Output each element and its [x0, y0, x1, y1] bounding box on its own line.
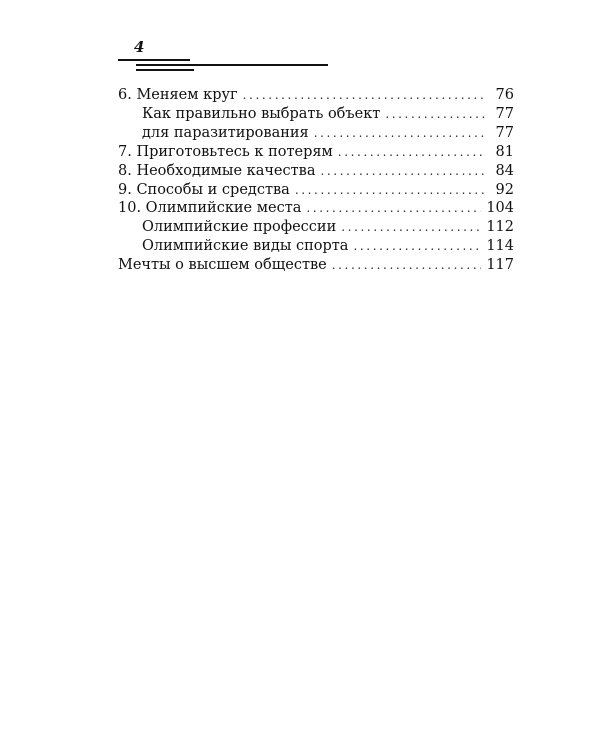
dot-leader	[332, 256, 482, 275]
toc-entry-page: 92	[495, 181, 514, 198]
rule-line	[136, 64, 328, 66]
rule-line	[136, 69, 194, 71]
toc-entry-page: 76	[495, 87, 514, 103]
dot-leader	[306, 199, 481, 218]
toc-entry-title: Олимпийские виды спорта	[142, 238, 349, 255]
dot-leader	[385, 105, 485, 124]
toc-entry-page: 77	[495, 124, 514, 141]
toc-entry[interactable]	[118, 105, 514, 124]
dot-leader	[341, 218, 481, 237]
rule-line	[118, 59, 190, 61]
toc-entry[interactable]	[118, 199, 514, 218]
toc-entry-title: 6. Меняем круг	[118, 87, 238, 103]
table-of-contents	[118, 86, 514, 275]
toc-entry-title: 7. Приготовьтесь к потерям	[118, 143, 333, 160]
toc-entry-page: 112	[486, 219, 514, 236]
dot-leader	[314, 124, 485, 143]
toc-entry-title: 8. Необходимые качества	[118, 162, 316, 179]
toc-entry[interactable]	[118, 218, 514, 237]
dot-leader	[338, 143, 485, 162]
toc-entry-page: 81	[495, 143, 514, 160]
toc-entry-page: 114	[486, 238, 514, 255]
toc-entry[interactable]	[118, 256, 514, 275]
header-rule-ornament	[118, 58, 328, 74]
toc-entry-title: Как правильно выбрать объект	[142, 105, 381, 122]
dot-leader	[353, 237, 481, 256]
toc-entry[interactable]	[118, 86, 514, 105]
page-number: 4	[134, 38, 145, 56]
toc-entry-page: 77	[495, 105, 514, 122]
toc-entry-title: Мечты о высшем обществе	[118, 257, 327, 274]
toc-entry-title: для паразитирования	[142, 124, 309, 141]
toc-entry-title: 10. Олимпийские места	[118, 200, 302, 217]
toc-entry-title: 9. Способы и средства	[118, 181, 290, 198]
toc-entry[interactable]	[118, 162, 514, 181]
dot-leader	[320, 162, 485, 181]
toc-entry[interactable]	[118, 143, 514, 162]
toc-entry[interactable]	[118, 124, 514, 143]
toc-entry[interactable]	[118, 237, 514, 256]
toc-entry-page: 84	[495, 162, 514, 179]
toc-entry-page: 117	[486, 257, 514, 274]
toc-entry[interactable]	[118, 181, 514, 200]
dot-leader	[243, 86, 485, 105]
toc-entry-title: Олимпийские профессии	[142, 219, 337, 236]
toc-entry-page: 104	[486, 200, 514, 217]
dot-leader	[295, 181, 485, 200]
